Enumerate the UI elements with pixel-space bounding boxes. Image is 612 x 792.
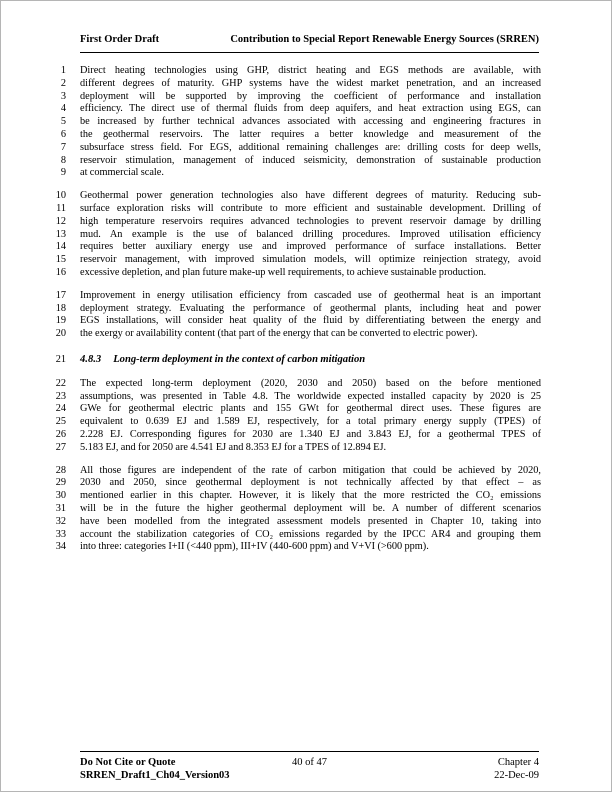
heading-text	[80, 354, 541, 367]
line-text: efficiency. The direct use of thermal fluids from deep aquifers, and heat extraction using EGS, can	[80, 103, 541, 115]
footer-chapter-label: Chapter 4	[497, 757, 539, 768]
text-line	[46, 490, 541, 503]
line-text: Improvement in energy utilisation efficiency from cascaded use of geothermal heat is an important	[80, 289, 541, 301]
line-text: Geothermal power generation technologies also have different degrees of maturity. Reducing sub-	[80, 190, 541, 202]
text-line	[46, 129, 541, 142]
line-number: 10	[55, 190, 66, 202]
line-number: 4	[60, 103, 66, 115]
line-number: 20	[55, 328, 66, 340]
text-line	[46, 465, 541, 478]
line-text: All those figures are independent of the rate of carbon mitigation that could be achieved by 2020,	[80, 464, 541, 476]
line-number: 7	[60, 141, 66, 153]
footer-document-id: SRREN_Draft1_Ch04_Version03	[80, 770, 230, 781]
text-line	[46, 91, 541, 104]
text-line	[46, 354, 541, 367]
line-number: 13	[55, 228, 66, 240]
text-line	[46, 254, 541, 267]
line-text: account the stabilization categories of CO₂ emissions regarded by the IPCC AR4 and grouping them	[80, 528, 541, 540]
line-text: subsurface stress field. For EGS, additional remaining challenges are: drilling costs for deep wells,	[80, 141, 541, 153]
paragraph	[46, 378, 541, 455]
line-number: 26	[55, 428, 66, 440]
line-text: deployment will be supported by improving the coefficient of performance and installation	[80, 90, 541, 102]
line-number: 15	[55, 254, 66, 266]
line-text: reservoir management, with improved simulation models, will optimize reinjection strategy, avoid	[80, 254, 541, 266]
page-footer	[80, 751, 539, 782]
line-number: 11	[56, 202, 66, 214]
line-number: 17	[55, 289, 66, 301]
text-line	[46, 442, 541, 455]
line-text: the geothermal reservoirs. The latter requires a better knowledge and measurement of the	[80, 128, 541, 140]
line-text: GWe for geothermal electric plants and 155 GWt for geothermal direct uses. These figures are	[80, 403, 541, 415]
line-text: deployment strategy. Evaluating the performance of geothermal plants, including heat and power	[80, 302, 541, 314]
paragraph	[46, 65, 541, 180]
text-line	[46, 167, 541, 180]
line-number: 30	[55, 490, 66, 502]
text-line	[46, 429, 541, 442]
text-line	[46, 290, 541, 303]
line-text: will be in the future the higher geothermal deployment will be. A number of different scenarios	[80, 502, 541, 514]
text-line	[46, 303, 541, 316]
line-number: 14	[55, 241, 66, 253]
line-number: 27	[55, 441, 66, 453]
line-text: mentioned earlier in this chapter. However, it is likely that the more restricted the CO₂ emissions	[80, 490, 541, 502]
text-line	[46, 78, 541, 91]
text-line	[46, 541, 541, 554]
text-line	[46, 103, 541, 116]
line-number: 25	[55, 416, 66, 428]
footer-date: 22-Dec-09	[494, 770, 539, 781]
line-text: the exergy or availability content (that part of the energy that can be converted to electric power).	[80, 328, 478, 340]
line-number: 2	[60, 77, 66, 89]
header-title: Contribution to Special Report Renewable Energy Sources (SRREN)	[230, 34, 539, 45]
heading-title: Long-term deployment in the context of carbon mitigation	[113, 353, 366, 365]
line-text: The expected long-term deployment (2020, 2030 and 2050) based on the before mentioned	[80, 377, 541, 389]
line-number: 29	[55, 477, 66, 489]
line-text: 2030 and 2050, since geothermal deployment is not technically affected by that effect – as	[80, 477, 541, 489]
text-line	[46, 142, 541, 155]
text-line	[46, 155, 541, 168]
paragraph	[46, 465, 541, 555]
document-body	[46, 65, 541, 564]
line-number: 12	[55, 215, 66, 227]
line-number: 32	[55, 515, 66, 527]
line-text: EGS installations, will consider heat quality of the fluid by differentiating between the energy and	[80, 315, 541, 327]
line-text: assumptions, was presented in Table 4.8. The worldwide expected installed capacity by 2020 is 25	[80, 390, 541, 402]
section-heading	[46, 354, 541, 367]
text-line	[46, 503, 541, 516]
line-text: excessive depletion, and plan future make-up well requirements, to achieve sustainable production.	[80, 266, 487, 278]
text-line	[46, 116, 541, 129]
page-header	[80, 34, 539, 53]
footer-citation-notice: Do Not Cite or Quote	[80, 757, 176, 768]
line-number: 23	[55, 390, 66, 402]
line-text: mud. An example is the use of balanced drilling procedures. Improved utilisation efficiency	[80, 228, 541, 240]
text-line	[46, 315, 541, 328]
text-line	[46, 416, 541, 429]
footer-row-1	[80, 756, 539, 769]
text-line	[46, 529, 541, 542]
line-number: 19	[55, 315, 66, 327]
line-text: surface exploration risks will contribute to more efficient and sustainable development. Drilling of	[80, 202, 541, 214]
paragraph	[46, 290, 541, 341]
line-number: 21	[55, 353, 66, 365]
line-number: 18	[55, 302, 66, 314]
line-number: 34	[55, 541, 66, 553]
line-text: have been modelled from the integrated assessment models presented in Chapter 10, taking into	[80, 515, 541, 527]
text-line	[46, 378, 541, 391]
line-text: equivalent to 0.639 EJ and 1.589 EJ, respectively, for a total primary energy supply (TPES) of	[80, 416, 541, 428]
text-line	[46, 391, 541, 404]
text-line	[46, 403, 541, 416]
footer-page-number: 40 of 47	[292, 757, 327, 768]
line-text: at commercial scale.	[80, 167, 164, 179]
text-line	[46, 477, 541, 490]
line-text: 5.183 EJ, and for 2050 are 4.541 EJ and 8.353 EJ for a TPES of 12.894 EJ.	[80, 441, 387, 453]
footer-row-2	[80, 769, 539, 782]
line-text: different degrees of maturity. GHP systems have the widest market penetration, and an increased	[80, 77, 541, 89]
line-text: reservoir stimulation, management of induced seismicity, demonstration of sustainable production	[80, 154, 541, 166]
text-line	[46, 267, 541, 280]
line-text: high temperature reservoirs requires advanced technologies to prevent reservoir damage by drilling	[80, 215, 541, 227]
text-line	[46, 516, 541, 529]
text-line	[46, 190, 541, 203]
line-text: requires better auxiliary energy use and improved performance of surface installations. Better	[80, 241, 541, 253]
line-number: 28	[55, 464, 66, 476]
paragraph	[46, 190, 541, 280]
text-line	[46, 216, 541, 229]
line-number: 8	[60, 154, 66, 166]
text-line	[46, 241, 541, 254]
heading-number: 4.8.3	[80, 353, 102, 365]
text-line	[46, 229, 541, 242]
footer-row2-spacer	[233, 769, 386, 782]
text-line	[46, 328, 541, 341]
line-number: 16	[55, 266, 66, 278]
line-text: 2.228 EJ. Corresponding figures for 2030 are 1.340 EJ and 3.843 EJ, for a geothermal TPES of	[80, 428, 541, 440]
line-number: 24	[55, 403, 66, 415]
header-draft-label: First Order Draft	[80, 34, 160, 45]
line-text: into three: categories I+II (<440 ppm), III+IV (440-600 ppm) and V+VI (>600 ppm).	[80, 541, 429, 553]
line-number: 33	[55, 528, 66, 540]
line-number: 1	[60, 65, 66, 76]
text-line	[46, 65, 541, 78]
text-line	[46, 203, 541, 216]
line-number: 3	[60, 90, 66, 102]
line-number: 22	[55, 377, 66, 389]
line-number: 31	[55, 502, 66, 514]
line-number: 6	[60, 128, 66, 140]
line-text: be increased by further technical advances associated with accessing and engineering fractures in	[80, 116, 541, 128]
line-number: 9	[60, 167, 66, 179]
line-text: Direct heating technologies using GHP, district heating and EGS methods are available, with	[80, 65, 541, 76]
line-number: 5	[60, 116, 66, 128]
